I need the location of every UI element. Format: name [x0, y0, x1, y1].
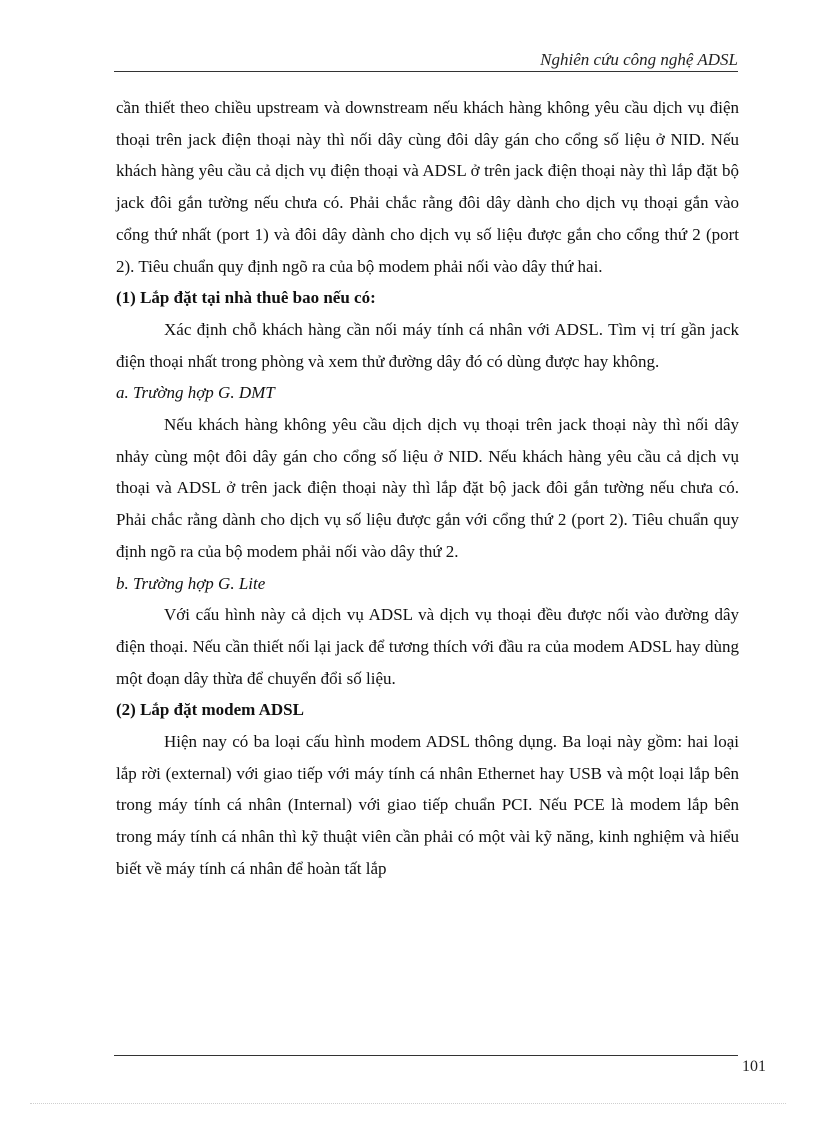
header-rule: [114, 71, 738, 72]
page-number: 101: [742, 1058, 766, 1075]
running-header-title: Nghiên cứu công nghệ ADSL: [540, 50, 738, 69]
paragraph-continuation: cần thiết theo chiều upstream và downstream nếu khách hàng không yêu cầu dịch vụ điện thoại trên jack điện thoại này thì nối dây cùng đôi dây gán cho cổng số liệu ở NID. Nếu khách hàng yêu cầu cả dịch vụ điện thoại và ADSL ở trên jack điện thoại này thì lắp đặt bộ jack đôi gắn tường nếu chưa có. Phải chắc rằng đôi dây dành cho dịch vụ thoại gắn vào cổng thứ nhất (port 1) và đôi dây dành cho dịch vụ số liệu được gắn cho cổng thứ 2 (port 2). Tiêu chuẩn quy định ngõ ra của bộ modem phải nối vào dây thứ hai.: [116, 98, 739, 276]
page-body: [116, 92, 739, 885]
section-heading-1: (1) Lắp đặt tại nhà thuê bao nếu có:: [116, 288, 376, 308]
paragraph-g-dmt: Nếu khách hàng không yêu cầu dịch dịch vụ thoại trên jack thoại này thì nối dây nhảy cùng một đôi dây gán cho cổng số liệu ở NID. Nếu khách hàng yêu cầu cả dịch vụ thoại và ADSL ở trên jack điện thoại này thì lắp đặt bộ jack đôi gắn tường nếu chưa có. Phải chắc rằng dành cho dịch vụ số liệu được gắn với cổng thứ 2 (port 2). Tiêu chuẩn quy định ngõ ra của bộ modem phải nối vào dây thứ 2.: [116, 415, 739, 561]
footer-rule: [114, 1055, 738, 1056]
section-heading-2: (2) Lắp đặt modem ADSL: [116, 700, 304, 720]
subheading-g-dmt: a. Trường hợp G. DMT: [116, 383, 275, 403]
paragraph-g-lite: Với cấu hình này cả dịch vụ ADSL và dịch vụ thoại đều được nối vào đường dây điện thoại. Nếu cần thiết nối lại jack để tương thích với đầu ra của modem ADSL hay dùng một đoạn dây thừa để chuyển đổi số liệu.: [116, 605, 739, 688]
subheading-g-lite: b. Trường hợp G. Lite: [116, 573, 266, 593]
page-edge-dotted-line: [30, 1103, 786, 1104]
paragraph-modem: Hiện nay có ba loại cấu hình modem ADSL thông dụng. Ba loại này gồm: hai loại lắp rời (external) với giao tiếp với máy tính cá nhân Ethernet hay USB và một loại lắp bên trong máy tính cá nhân (Internal) với giao tiếp chuẩn PCI. Nếu PCE là modem lắp bên trong máy tính cá nhân thì kỹ thuật viên cần phải có một vài kỹ năng, kinh nghiệm và hiểu biết về máy tính cá nhân để hoàn tất lắp: [116, 732, 739, 878]
paragraph-location: Xác định chỗ khách hàng cần nối máy tính cá nhân với ADSL. Tìm vị trí gần jack điện thoại nhất trong phòng và xem thử đường dây đó có dùng được hay không.: [116, 319, 739, 371]
